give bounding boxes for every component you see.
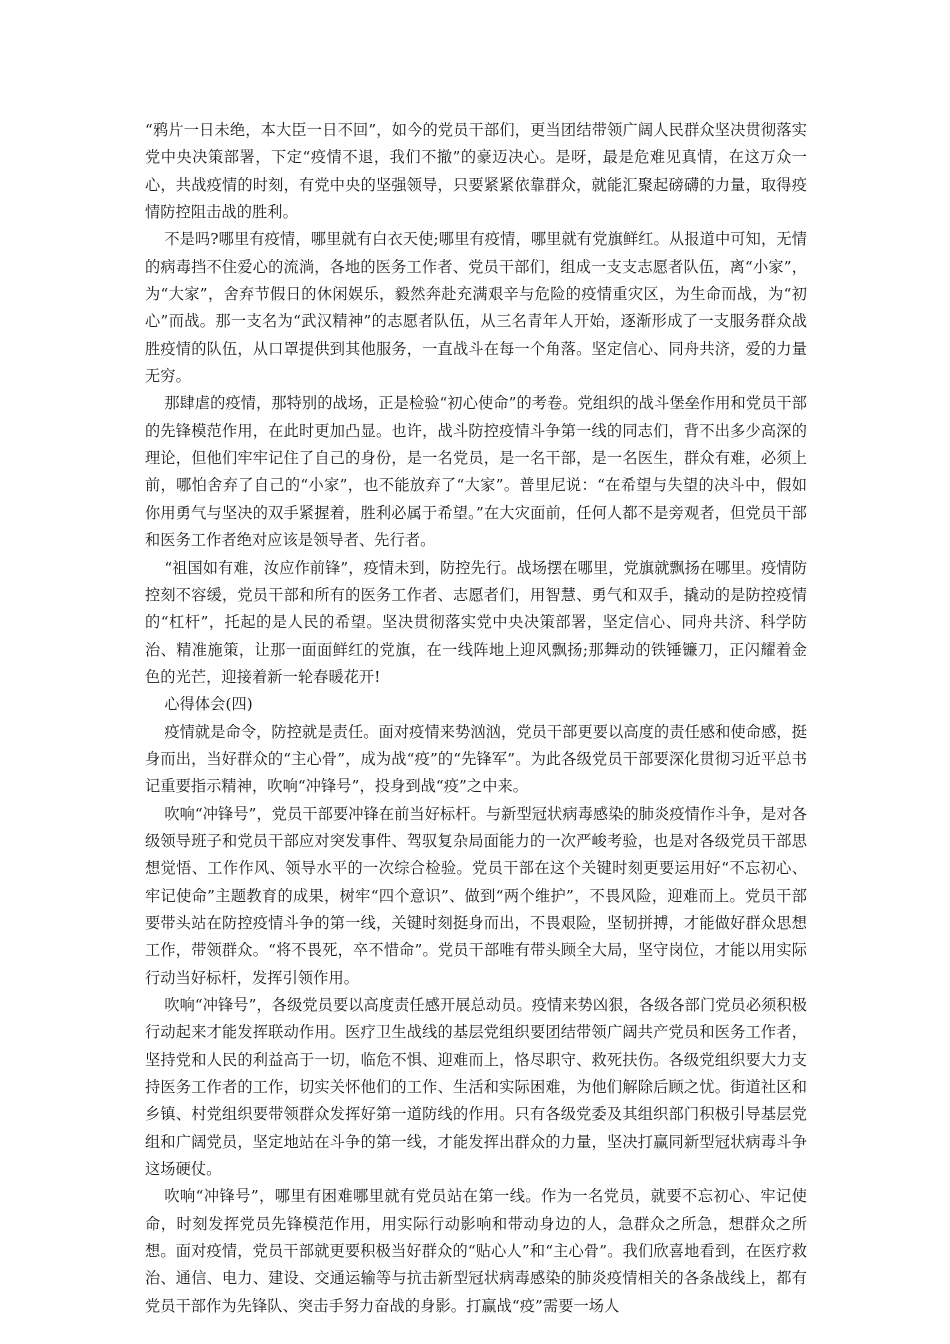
paragraph-9: 吹响“冲锋号”，哪里有困难哪里就有党员站在第一线。作为一名党员，就要不忘初心、牢记使命，时刻发挥党员先锋模范作用，用实际行动影响和带动身边的人，急群众之所急，想群众之所想。面对疫情，党员干部就更要积极当好群众的“贴心人”和“主心骨”。我们欣喜地看到，在医疗救治、通信、电力、建设、交通运输等与抗击新型冠状病毒感染的肺炎疫情相关的各条战线上，都有党员干部作为先锋队、突击手努力奋战的身影。打赢战“疫”需要一场人 bbox=[145, 1187, 807, 1315]
paragraph-6: 疫情就是命令，防控就是责任。面对疫情来势汹汹，党员干部更要以高度的责任感和使命感，挺身而出，当好群众的“主心骨”，成为战“疫”的“先锋军”。为此各级党员干部要深化贯彻习近平总书记重要指示精神，吹响“冲锋号”，投身到战“疫”之中来。 bbox=[145, 722, 807, 796]
document-page bbox=[145, 117, 807, 1320]
paragraph-3: 那肆虐的疫情，那特别的战场，正是检验“初心使命”的考卷。党组织的战斗堡垒作用和党员干部的先锋模范作用，在此时更加凸显。也许，战斗防控疫情斗争第一线的同志们，背不出多少高深的理论，但他们牢牢记住了自己的身份，是一名党员，是一名干部，是一名医生，群众有难，必须上前，哪怕舍弃了自己的“小家”，也不能放弃了“大家”。普里尼说：“在希望与失望的决斗中，假如你用勇气与坚决的双手紧握着，胜利必属于希望。”在大灾面前，任何人都不是旁观者，但党员干部和医务工作者绝对应该是领导者、先行者。 bbox=[145, 394, 807, 550]
paragraph-2: 不是吗?哪里有疫情，哪里就有白衣天使;哪里有疫情，哪里就有党旗鲜红。从报道中可知，无情的病毒挡不住爱心的流淌，各地的医务工作者、党员干部们，组成一支支志愿者队伍，离“小家”，为“大家”，舍弃节假日的休闲娱乐，毅然奔赴充满艰辛与危险的疫情重灾区，为生命而战，为“初心”而战。那一支名为“武汉精神”的志愿者队伍，从三名青年人开始，逐渐形成了一支服务群众战胜疫情的队伍，从口罩提供到其他服务，一直战斗在每一个角落。坚定信心、同舟共济，爱的力量无穷。 bbox=[145, 230, 807, 386]
paragraph-7: 吹响“冲锋号”，党员干部要冲锋在前当好标杆。与新型冠状病毒感染的肺炎疫情作斗争，是对各级领导班子和党员干部应对突发事件、驾驭复杂局面能力的一次严峻考验，也是对各级党员干部思想觉悟、工作作风、领导水平的一次综合检验。党员干部在这个关键时刻更要运用好“不忘初心、牢记使命”主题教育的成果，树牢“四个意识”、做到“两个维护”，不畏风险，迎难而上。党员干部要带头站在防控疫情斗争的第一线，关键时刻挺身而出，不畏艰险，坚韧拼搏，才能做好群众思想工作，带领群众。“将不畏死，卒不惜命”。党员干部唯有带头顾全大局，坚守岗位，才能以用实际行动当好标杆，发挥引领作用。 bbox=[145, 804, 807, 987]
paragraph-4: “祖国如有难，汝应作前锋”，疫情未到，防控先行。战场摆在哪里，党旗就飘扬在哪里。疫情防控刻不容缓，党员干部和所有的医务工作者、志愿者们，用智慧、勇气和双手，撬动的是防控疫情的“杠杆”，托起的是人民的希望。坚决贯彻落实党中央决策部署，坚定信心、同舟共济、科学防治、精准施策，让那一面面鲜红的党旗，在一线阵地上迎风飘扬;那舞动的铁锤镰刀，正闪耀着金色的光芒，迎接着新一轮春暖花开! bbox=[145, 558, 807, 686]
paragraph-1: “鸦片一日未绝，本大臣一日不回”，如今的党员干部们，更当团结带领广阔人民群众坚决贯彻落实党中央决策部署，下定“疫情不退，我们不撤”的豪迈决心。是呀，最是危难见真情，在这万众一心，共战疫情的时刻，有党中央的坚强领导，只要紧紧依靠群众，就能汇聚起磅礴的力量，取得疫情防控阻击战的胜利。 bbox=[145, 121, 807, 222]
paragraph-8: 吹响“冲锋号”，各级党员要以高度责任感开展总动员。疫情来势凶狠，各级各部门党员必须积极行动起来才能发挥联动作用。医疗卫生战线的基层党组织要团结带领广阔共产党员和医务工作者，坚持党和人民的利益高于一切，临危不惧、迎难而上，恪尽职守、救死扶伤。各级党组织要大力支持医务工作者的工作，切实关怀他们的工作、生活和实际困难，为他们解除后顾之忧。街道社区和乡镇、村党组织要带领群众发挥好第一道防线的作用。只有各级党委及其组织部门积极引导基层党组和广阔党员，坚定地站在斗争的第一线，才能发挥出群众的力量，坚决打赢同新型冠状病毒斗争这场硬仗。 bbox=[145, 996, 807, 1179]
section-heading: 心得体会(四) bbox=[164, 695, 253, 714]
